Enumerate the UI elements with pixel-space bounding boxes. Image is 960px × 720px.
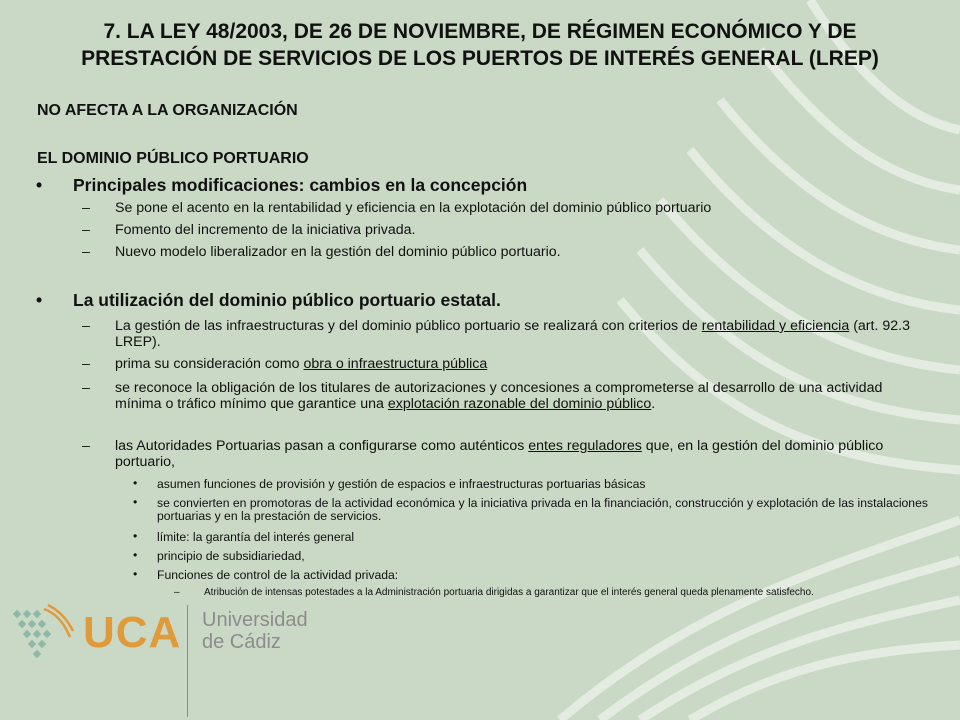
section-heading-dominio: EL DOMINIO PÚBLICO PORTUARIO — [37, 150, 309, 167]
sub-item: – Se pone el acento en la rentabilidad y eficiencia en la explotación del dominio público portuario — [82, 200, 712, 216]
section-heading-organizacion: NO AFECTA A LA ORGANIZACIÓN — [37, 102, 298, 119]
logo-divider — [187, 605, 188, 717]
bullet-dot: • — [36, 290, 43, 310]
bullet-heading: Principales modificaciones: cambios en la concepción — [73, 175, 528, 195]
sub-item: – Nuevo modelo liberalizador en la gestión del dominio público portuario. — [82, 244, 561, 260]
uca-logo — [0, 595, 320, 720]
university-name: Universidad de Cádiz — [202, 609, 308, 653]
sub-sub-item: • límite: la garantía del interés general — [133, 529, 355, 544]
sub-sub-sub-item: – Atribución de intensas potestades a la Administración portuaria dirigidas a garantizar que el interés general queda plenamente satisfecho. — [174, 587, 814, 598]
slide-title-line1: 7. LA LEY 48/2003, DE 26 DE NOVIEMBRE, DE RÉGIMEN ECONÓMICO Y DE — [103, 20, 857, 43]
sub-item: – Fomento del incremento de la iniciativa privada. — [82, 222, 416, 238]
slide-title-line2: PRESTACIÓN DE SERVICIOS DE LOS PUERTOS DE INTERÉS GENERAL (LREP) — [81, 47, 879, 70]
sub-item: – las Autoridades Portuarias pasan a configurarse como auténticos entes reguladores que, en la gestión del dominio público portuario, — [82, 438, 884, 470]
slide-title — [0, 18, 960, 72]
underlined-term: entes reguladores — [528, 438, 642, 454]
sub-sub-item: • se convierten en promotoras de la actividad económica y la iniciativa privada en la financiación, construcción y explotación de las instalaciones portuarias y en la prestación de servicios. — [133, 495, 928, 523]
sub-item: – prima su consideración como obra o infraestructura pública — [82, 356, 488, 372]
bullet-heading: La utilización del dominio público portuario estatal. — [73, 290, 501, 310]
sub-sub-item: • principio de subsidiariedad, — [133, 548, 305, 563]
sub-sub-item: • asumen funciones de provisión y gestión de espacios e infraestructuras portuarias básicas — [133, 476, 646, 491]
uca-wordmark: UCA — [83, 608, 182, 657]
sub-item: – se reconoce la obligación de los titulares de autorizaciones y concesiones a comprometerse al desarrollo de una actividad mínima o tráfico mínimo que garantice una explotación razonable del dominio público. — [82, 380, 883, 412]
underlined-term: explotación razonable del dominio público — [387, 396, 652, 412]
uca-emblem-icon — [12, 603, 74, 661]
underlined-term: obra o infraestructura pública — [303, 356, 488, 372]
underlined-term: rentabilidad y eficiencia — [701, 318, 850, 334]
sub-sub-item: • Funciones de control de la actividad privada: — [133, 567, 399, 582]
bullet-dot: • — [36, 175, 43, 195]
sub-item: – La gestión de las infraestructuras y del dominio público portuario se realizará con criterios de rentabilidad y eficiencia (art. 92.3 LREP). — [82, 318, 910, 350]
